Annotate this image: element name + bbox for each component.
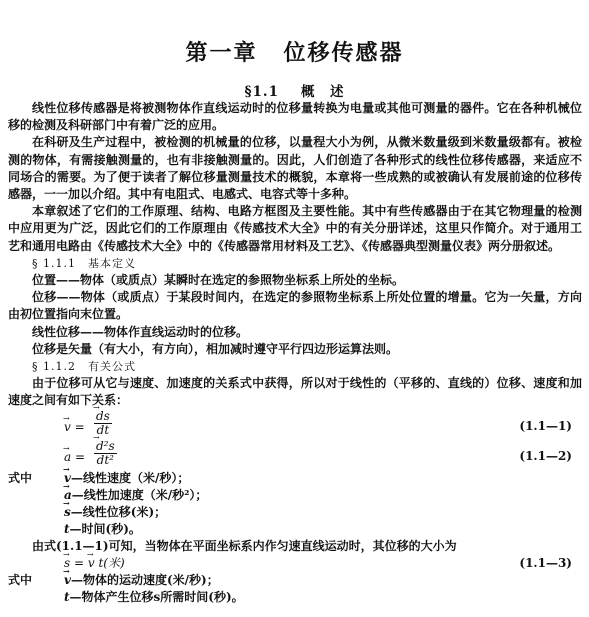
definition-displacement: 位移——物体（或质点）于某段时间内，在选定的参照物坐标系上所处位置的增量。它为一矢量，方向由初位置指向末位置。 [8,290,582,322]
where-item-t [8,521,582,538]
section-number: §1.1 [244,84,280,100]
eq3-t: t(米) [94,555,125,570]
paragraph-4: 由于位移可从它与速度、加速度的关系式中获得，所以对于线性的（平移的、直线的）位移、速度和加速度之间有如下关系： [8,376,582,408]
definition-vector: 位移是矢量（有大小，有方向），相加减时遵守平行四边形运算法则。 [32,341,399,356]
where-text-v: —线性速度（米/秒）； [70,470,190,485]
chapter-name: 位移传感器 [283,40,404,66]
body-text [8,100,582,606]
eq3-v: → v [88,555,95,572]
eq1-equals: = [74,419,85,434]
eq2-denominator: dt² [96,452,114,467]
subsection-basic-definitions: § 1.1.1 基本定义 [32,256,136,270]
where-lead-2: 式中 [8,572,33,587]
where-item-a [8,487,582,504]
chapter-title [0,36,589,67]
section-title [0,80,589,100]
eq1-number: (1.1—1) [519,418,572,433]
where-text-a: —线性加速度（米/秒²）； [71,487,208,502]
eq3-number: (1.1—3) [519,555,572,570]
eq3-equals: = [70,555,88,570]
eq1-velocity-symbol: → v [64,419,71,436]
eq1-denominator: dt [96,422,110,437]
where2-text-t: —物体产生位移s所需时间(秒)。 [69,589,244,604]
where2-text-v: —物体的运动速度(米/秒)； [70,572,219,587]
eq3-s: → s [64,555,70,572]
equation-3 [8,555,582,572]
paragraph-5: 由式(1.1—1)可知，当物体在平面坐标系内作匀速直线运动时，其位移的大小为 [32,538,457,553]
where-lead-1: 式中 [8,470,33,485]
where-sym-a: → a [64,487,72,504]
eq2-number: (1.1—2) [519,448,572,463]
where-sym-t: t [64,521,70,536]
where-text-t: —时间(秒)。 [69,521,141,536]
chapter-number: 第一章 [185,40,258,66]
eq2-fraction [94,440,117,467]
definition-position: 位置——物体（或质点）某瞬时在选定的参照物坐标系上所处的坐标。 [32,273,405,288]
where2-item-v [8,572,582,589]
eq2-acceleration-symbol: → a [64,449,71,466]
where2-sym-v: → v [64,572,71,589]
definition-linear-displacement: 线性位移——物体作直线运动时的位移。 [32,324,249,339]
where-sym-v: → v [64,470,71,487]
where2-item-t [8,589,582,606]
where-item-v [8,470,582,487]
paragraph-2: 在科研及生产过程中，被检测的机械量的位移，以量程大小为例，从微米数量级到米数量级都有。被检测的物体，有需接触测量的，也有非接触测量的。因此，人们创造了各种形式的线性位移传感器，来适应不同场合的需要。为了便于读者了解位移量测量技术的概貌，本章将一些成熟的或被确认有发展前途的位移传感器，一一加以介绍。其中有电阻式、电感式、电容式等十多种。 [8,135,582,202]
where-sym-s: → s [64,504,71,521]
eq1-numerator: → ds [94,410,112,424]
subsection-formulas: § 1.1.2 有关公式 [32,360,136,374]
paragraph-1: 线性位移传感器是将被测物体作直线运动时的位移量转换为电量或其他可测量的器件。它在各种机械位移的检测及科研部门中有着广泛的应用。 [8,101,582,133]
eq2-numerator: → d²s [94,440,117,454]
section-name: 概 述 [301,84,345,100]
equation-2 [8,440,582,470]
eq2-equals: = [74,449,86,464]
where-item-s [8,504,582,521]
paragraph-3: 本章叙述了它们的工作原理、结构、电路方框图及主要性能。其中有些传感器由于在其它物理量的检测中应用更为广泛，因此它们的工作原理由《传感技术大全》中的有关分册详述，这里只作简介。对于通用工艺和通用电路由《传感技术大全》中的《传感器常用材料及工艺》、《传感器典型测量仪表》两分册叙述。 [8,204,582,253]
where-text-s: —线性位移(米)； [70,504,167,519]
where2-sym-t: t [64,589,70,604]
